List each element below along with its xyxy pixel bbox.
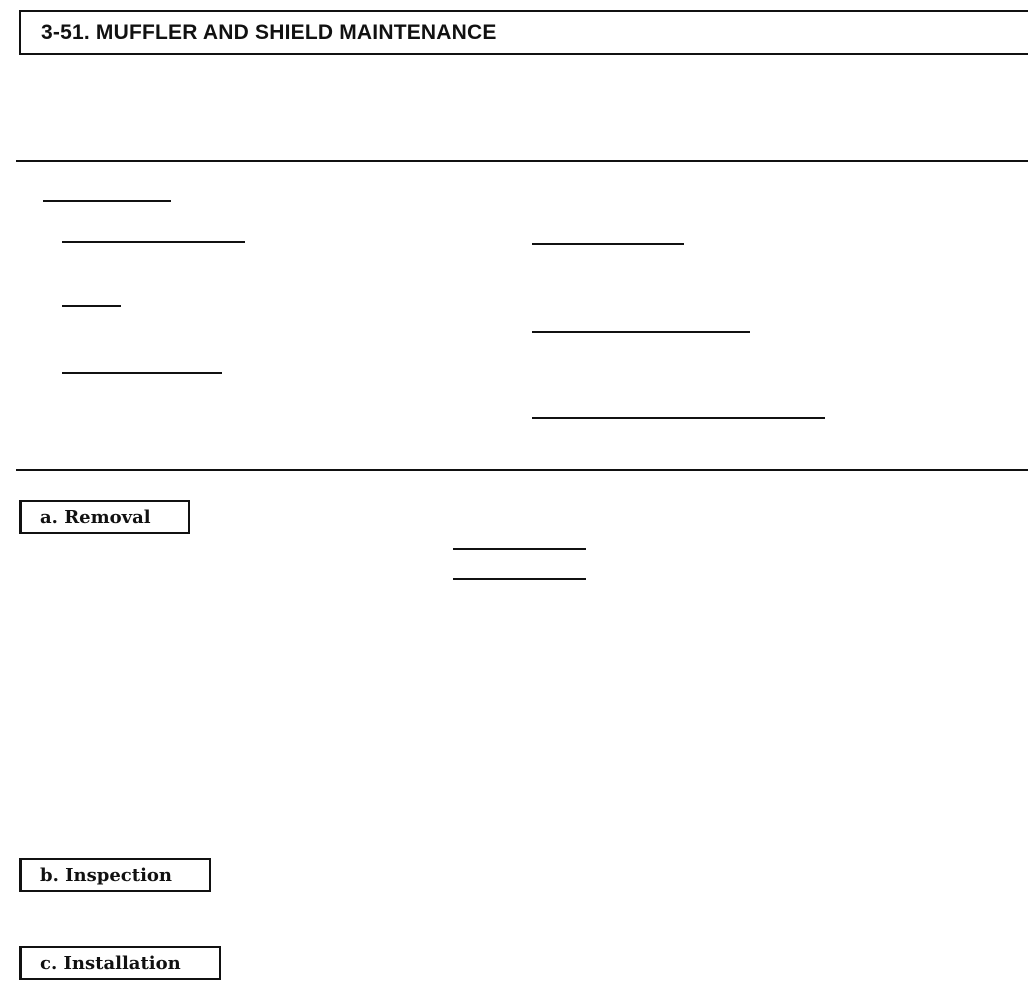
installation-heading-box xyxy=(19,946,221,980)
inspection-heading: b. Inspection xyxy=(40,865,173,886)
section-title-box xyxy=(19,10,1028,55)
blank-line xyxy=(62,372,222,374)
blank-line xyxy=(62,241,245,243)
blank-line xyxy=(62,305,121,307)
blank-line xyxy=(453,578,586,580)
blank-line xyxy=(532,417,825,419)
blank-line xyxy=(453,548,586,550)
blank-line xyxy=(43,200,171,202)
header-divider xyxy=(16,160,1028,162)
blank-line xyxy=(532,331,750,333)
section-divider xyxy=(16,469,1028,471)
blank-line xyxy=(532,243,684,245)
installation-heading: c. Installation xyxy=(40,953,181,974)
removal-heading: a. Removal xyxy=(40,507,151,528)
removal-heading-box xyxy=(19,500,190,534)
inspection-heading-box xyxy=(19,858,211,892)
page-title: 3-51. MUFFLER AND SHIELD MAINTENANCE xyxy=(41,21,497,44)
